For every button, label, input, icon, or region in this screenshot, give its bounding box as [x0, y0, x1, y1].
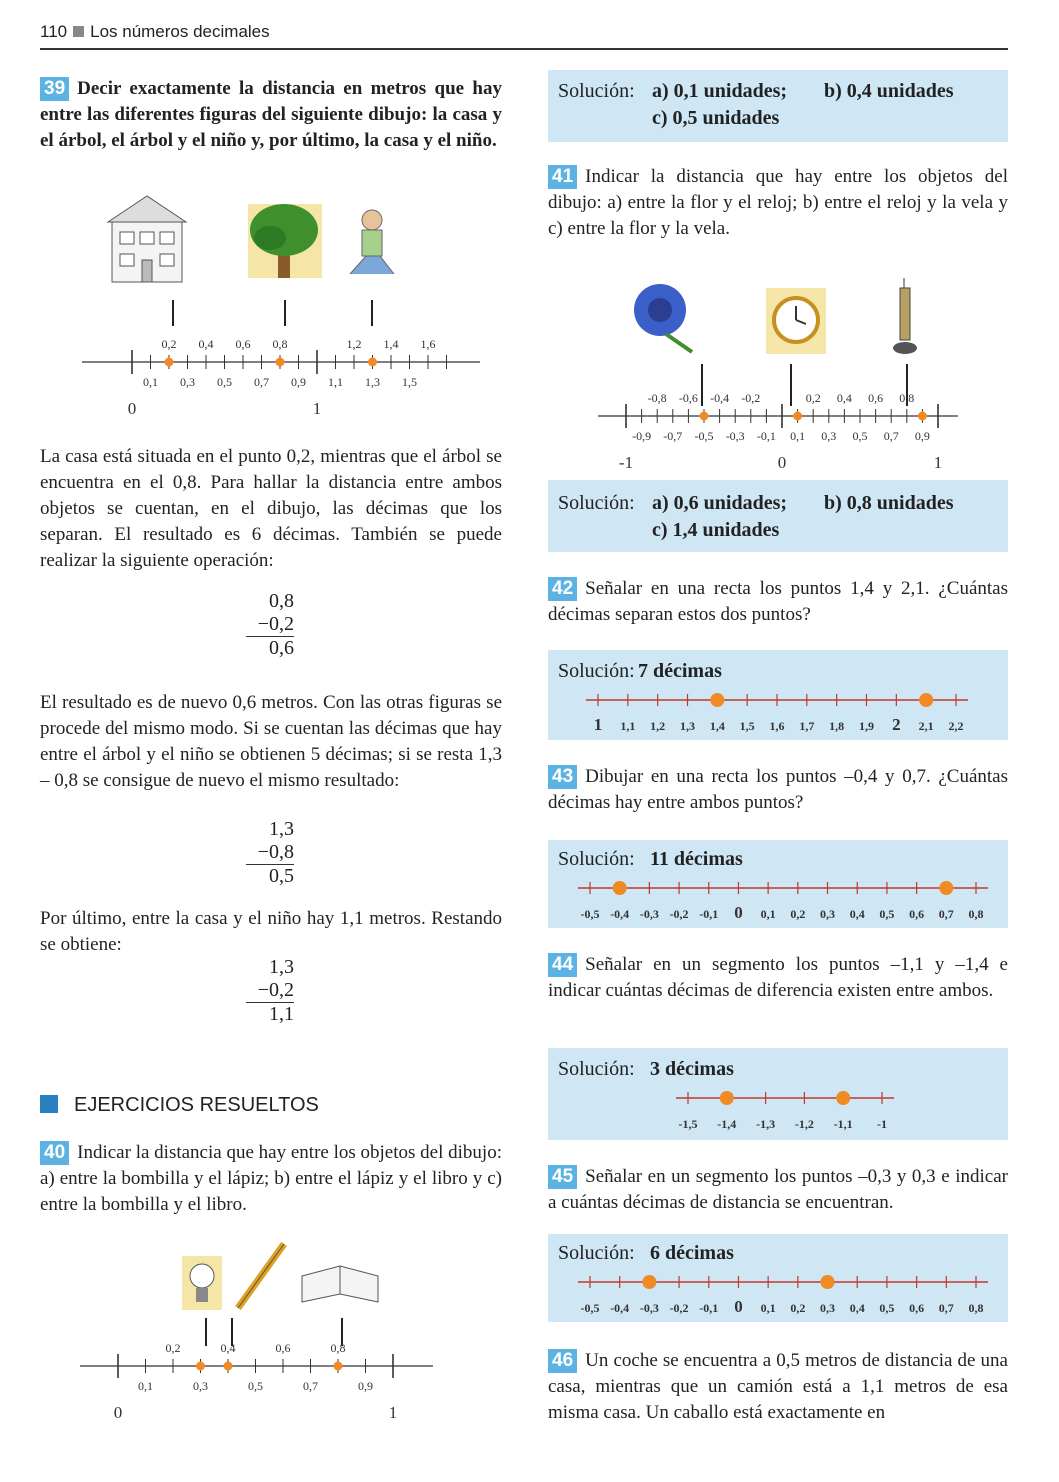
exercise-number: 43	[548, 765, 577, 789]
flower-icon	[634, 284, 692, 352]
tick-label: 1,3	[680, 719, 695, 733]
calc-line-1: 1,3	[269, 956, 294, 978]
chapter-title: Los números decimales	[90, 22, 270, 41]
solution-c: c) 1,4 unidades	[652, 519, 780, 541]
square-icon	[40, 1095, 58, 1113]
tick-label: 0,9	[914, 429, 930, 443]
tick-label: 2	[892, 715, 901, 734]
calc-result: 0,6	[269, 637, 294, 659]
tick-label: 0,1	[138, 1379, 153, 1393]
tick-label: 0,7	[883, 429, 899, 443]
exercise-40	[40, 1140, 502, 1218]
solution-40	[548, 70, 1008, 142]
point-marker	[720, 1091, 734, 1105]
section-title: EJERCICIOS RESUELTOS	[74, 1094, 319, 1116]
exercise-statement: Señalar en un segmento los puntos –0,3 y 0,3 e indicar a cuántas décimas de distancia se encuentran.	[548, 1166, 1008, 1213]
exercise-42	[548, 576, 1008, 628]
solution-a: a) 0,6 unidades;	[652, 492, 788, 514]
tick-label: 1,6	[769, 719, 785, 733]
tick-label: 0,9	[291, 375, 306, 389]
tick-label: 0,7	[938, 1301, 954, 1315]
tick-label: 0,4	[198, 337, 214, 351]
tick-label: 0,5	[217, 375, 232, 389]
tick-label: -0,9	[632, 429, 652, 443]
tick-label: -0,4	[610, 1301, 630, 1315]
section-header	[40, 1094, 319, 1117]
tick-label: 0,2	[805, 391, 821, 405]
number-line-45	[548, 1268, 1008, 1318]
solution-label: Solución:	[558, 660, 635, 682]
tick-label: -1	[877, 1117, 887, 1131]
exercise-number: 42	[548, 577, 577, 601]
paragraph-39-3: Por último, entre la casa y el niño hay 1,1 metros. Restando se obtiene:	[40, 908, 502, 955]
tick-label: -1,3	[756, 1117, 776, 1131]
figure-39	[80, 190, 480, 420]
axis-end-label: 1	[388, 1403, 398, 1422]
calc-line-1: 1,3	[269, 818, 294, 840]
tick-label: -0,4	[610, 907, 630, 921]
tick-label: 0,4	[220, 1341, 236, 1355]
tick-label: 2,2	[948, 719, 964, 733]
page-number: 110	[40, 22, 68, 41]
solution-a: a) 0,1 unidades;	[652, 80, 788, 102]
exercise-statement: Decir exactamente la distancia en metros que hay entre las diferentes figuras del siguiente dibujo: la casa y el árbol, el árbol y el niño y, por último, la casa y el niño.	[40, 78, 502, 151]
exercise-statement: Indicar la distancia que hay entre los objetos del dibujo: a) entre la flor y el reloj; b) entre el reloj y la vela y c) entre la flor y la vela.	[548, 166, 1008, 239]
number-line-42	[548, 686, 1008, 736]
exercise-number: 44	[548, 953, 577, 977]
tick-label: 0,7	[303, 1379, 318, 1393]
point-marker	[710, 693, 724, 707]
calc-line-2: −0,8	[257, 841, 294, 863]
exercise-44	[548, 952, 1008, 1004]
tick-label: -0,2	[669, 1301, 689, 1315]
tick-label: 1,7	[799, 719, 815, 733]
tick-label: 0,3	[820, 1301, 836, 1315]
solution-label: Solución:	[558, 80, 635, 102]
figure-40	[80, 1236, 480, 1426]
tick-label: 0,5	[879, 1301, 895, 1315]
paragraph-39-1: La casa está situada en el punto 0,2, mientras que el árbol se encuentra en el 0,8. Para hallar la distancia entre ambos objetos se cuentan, en el dibujo, las décimas que los separan. El resultado es 6 décimas. También se puede realizar la siguiente operación:	[40, 446, 502, 571]
tick-label: -0,1	[699, 907, 719, 921]
calc-1	[244, 590, 294, 660]
axis-end-label: 0	[777, 453, 787, 468]
exercise-statement: Dibujar en una recta los puntos –0,4 y 0,7. ¿Cuántas décimas hay entre ambos puntos?	[548, 766, 1008, 813]
tick-label: -0,7	[663, 429, 683, 443]
tick-label: -0,4	[710, 391, 730, 405]
header-rule	[40, 48, 1008, 50]
tick-label: 0,8	[899, 391, 915, 405]
pencil-icon	[238, 1244, 284, 1308]
number-line-44	[548, 1084, 1008, 1136]
exercise-statement: Un coche se encuentra a 0,5 metros de distancia de una casa, mientras que un camión está a 1,1 metros de esa misma casa. Un caballo está exactamente en	[548, 1350, 1008, 1423]
tick-label: 0,4	[836, 391, 852, 405]
solution-answer: 11 décimas	[650, 848, 743, 870]
calc-line-1: 0,8	[269, 590, 294, 612]
tick-label: -1,5	[678, 1117, 698, 1131]
tick-label: -0,5	[580, 907, 600, 921]
tick-label: -1,2	[794, 1117, 814, 1131]
point-marker	[334, 1362, 343, 1371]
tick-label: 0,3	[820, 907, 836, 921]
solution-label: Solución:	[558, 848, 635, 870]
tick-label: 1	[593, 715, 603, 734]
solution-answer: 7 décimas	[638, 660, 722, 682]
point-marker	[613, 881, 627, 895]
point-marker	[196, 1362, 205, 1371]
axis-end-label: 0	[127, 399, 137, 418]
tick-label: 0,5	[852, 429, 868, 443]
solution-answer: 6 décimas	[650, 1242, 734, 1264]
tick-label: 0,3	[193, 1379, 208, 1393]
tick-label: 1,1	[620, 719, 636, 733]
tick-label: 0,6	[868, 391, 884, 405]
point-marker	[224, 1362, 233, 1371]
point-marker	[919, 693, 933, 707]
solution-44	[548, 1048, 1008, 1140]
tick-label: -0,6	[678, 391, 698, 405]
exercise-39	[40, 76, 502, 154]
tick-label: -1,1	[833, 1117, 853, 1131]
page-header	[40, 22, 1008, 42]
axis-end-label: 0	[113, 1403, 123, 1422]
tick-label: -0,1	[699, 1301, 719, 1315]
point-marker	[165, 358, 174, 367]
child-icon	[350, 210, 394, 274]
tick-label: 1,6	[420, 337, 436, 351]
solution-43	[548, 840, 1008, 928]
tick-label: 0,6	[909, 1301, 925, 1315]
tick-label: 1,3	[365, 375, 380, 389]
tick-label: 1,4	[709, 719, 725, 733]
figure-41	[598, 268, 958, 468]
tick-label: 1,9	[859, 719, 874, 733]
solution-b: b) 0,8 unidades	[824, 492, 954, 514]
book-icon	[302, 1266, 378, 1302]
exercise-number: 40	[40, 1141, 69, 1165]
point-marker	[939, 881, 953, 895]
point-marker	[642, 1275, 656, 1289]
exercise-46	[548, 1348, 1008, 1426]
tick-label: 0,8	[968, 1301, 984, 1315]
candle-icon	[893, 278, 917, 354]
solution-label: Solución:	[558, 1058, 635, 1080]
solution-41	[548, 480, 1008, 552]
tick-label: -1,4	[717, 1117, 737, 1131]
solution-42	[548, 650, 1008, 740]
tick-label: 0,6	[235, 337, 251, 351]
tick-label: 0,3	[180, 375, 195, 389]
tick-label: 1,1	[328, 375, 343, 389]
solution-b: b) 0,4 unidades	[824, 80, 954, 102]
tick-label: 1,2	[346, 337, 362, 351]
solution-label: Solución:	[558, 492, 635, 514]
solution-c: c) 0,5 unidades	[652, 107, 780, 129]
alarm-clock-icon	[766, 288, 826, 354]
lightbulb-icon	[182, 1256, 222, 1310]
tick-label: -0,3	[725, 429, 745, 443]
paragraph-39-2: El resultado es de nuevo 0,6 metros. Con las otras figuras se procede del mismo modo. Si se cuentan las décimas que hay entre el árbol y el niño se obtienen 5 décimas; si se resta 1,3 – 0,8 se consigue de nuevo el mismo resultado:	[40, 692, 502, 791]
calc-result: 0,5	[269, 865, 294, 887]
tick-label: -0,8	[647, 391, 667, 405]
calc-line-2: −0,2	[257, 979, 294, 1001]
tick-label: 0,1	[760, 1301, 776, 1315]
exercise-41	[548, 164, 1008, 242]
house-icon	[108, 196, 186, 282]
calc-line-2: −0,2	[257, 613, 294, 635]
exercise-number: 46	[548, 1349, 577, 1373]
point-marker	[700, 412, 709, 421]
exercise-number: 45	[548, 1165, 577, 1189]
point-marker	[836, 1091, 850, 1105]
tick-label: 0,1	[790, 429, 806, 443]
exercise-45	[548, 1164, 1008, 1216]
tick-label: 0,4	[849, 907, 865, 921]
point-marker	[918, 412, 927, 421]
tick-label: 0,4	[849, 1301, 865, 1315]
solution-answer: 3 décimas	[650, 1058, 734, 1080]
point-marker	[821, 1275, 835, 1289]
tick-label: -0,3	[639, 1301, 659, 1315]
tick-label: 0,1	[143, 375, 158, 389]
tick-label: 0,2	[165, 1341, 181, 1355]
exercise-43	[548, 764, 1008, 816]
tick-label: 0,2	[790, 1301, 806, 1315]
point-marker	[793, 412, 802, 421]
tick-label: -0,1	[756, 429, 776, 443]
tick-label: -0,5	[694, 429, 714, 443]
axis-end-label: 1	[933, 453, 943, 468]
square-icon	[73, 26, 84, 37]
solution-45	[548, 1234, 1008, 1322]
tick-label: 1,5	[402, 375, 417, 389]
solution-label: Solución:	[558, 1242, 635, 1264]
exercise-statement: Indicar la distancia que hay entre los objetos del dibujo: a) entre la bombilla y el lápiz; b) entre el lápiz y el libro y c) entre la bombilla y el libro.	[40, 1142, 502, 1215]
tick-label: 0,8	[330, 1341, 346, 1355]
tick-label: 0,5	[879, 907, 895, 921]
tick-label: 0,5	[248, 1379, 263, 1393]
tree-icon	[248, 204, 322, 278]
exercise-statement: Señalar en una recta los puntos 1,4 y 2,1. ¿Cuántas décimas separan estos dos puntos?	[548, 578, 1008, 625]
tick-label: -0,2	[741, 391, 761, 405]
tick-label: 1,5	[739, 719, 755, 733]
tick-label: 0,7	[938, 907, 954, 921]
tick-label: -0,5	[580, 1301, 600, 1315]
axis-end-label: 1	[312, 399, 322, 418]
tick-label: 0,1	[760, 907, 776, 921]
tick-label: 0,6	[275, 1341, 291, 1355]
tick-label: 0,3	[821, 429, 837, 443]
point-marker	[368, 358, 377, 367]
tick-label: 0,2	[790, 907, 806, 921]
tick-label: 1,4	[383, 337, 399, 351]
tick-label: 0,6	[909, 907, 925, 921]
tick-label: -0,3	[639, 907, 659, 921]
exercise-statement: Señalar en un segmento los puntos –1,1 y –1,4 e indicar cuántas décimas de diferencia existen entre ambos.	[548, 954, 1008, 1001]
axis-end-label: -1	[618, 453, 634, 468]
tick-label: 2,1	[918, 719, 934, 733]
tick-label: 0,8	[968, 907, 984, 921]
calc-3	[244, 956, 294, 1026]
tick-label: 0,9	[358, 1379, 373, 1393]
calc-2	[244, 818, 294, 888]
number-line-43	[548, 874, 1008, 924]
exercise-number: 39	[40, 77, 69, 101]
tick-label: 0,2	[161, 337, 177, 351]
tick-label: 0	[734, 903, 743, 922]
calc-result: 1,1	[269, 1003, 294, 1025]
tick-label: 0	[734, 1297, 743, 1316]
tick-label: 1,2	[650, 719, 666, 733]
tick-label: 0,8	[272, 337, 288, 351]
exercise-number: 41	[548, 165, 577, 189]
tick-label: 1,8	[829, 719, 845, 733]
point-marker	[276, 358, 285, 367]
tick-label: 0,7	[254, 375, 269, 389]
tick-label: -0,2	[669, 907, 689, 921]
